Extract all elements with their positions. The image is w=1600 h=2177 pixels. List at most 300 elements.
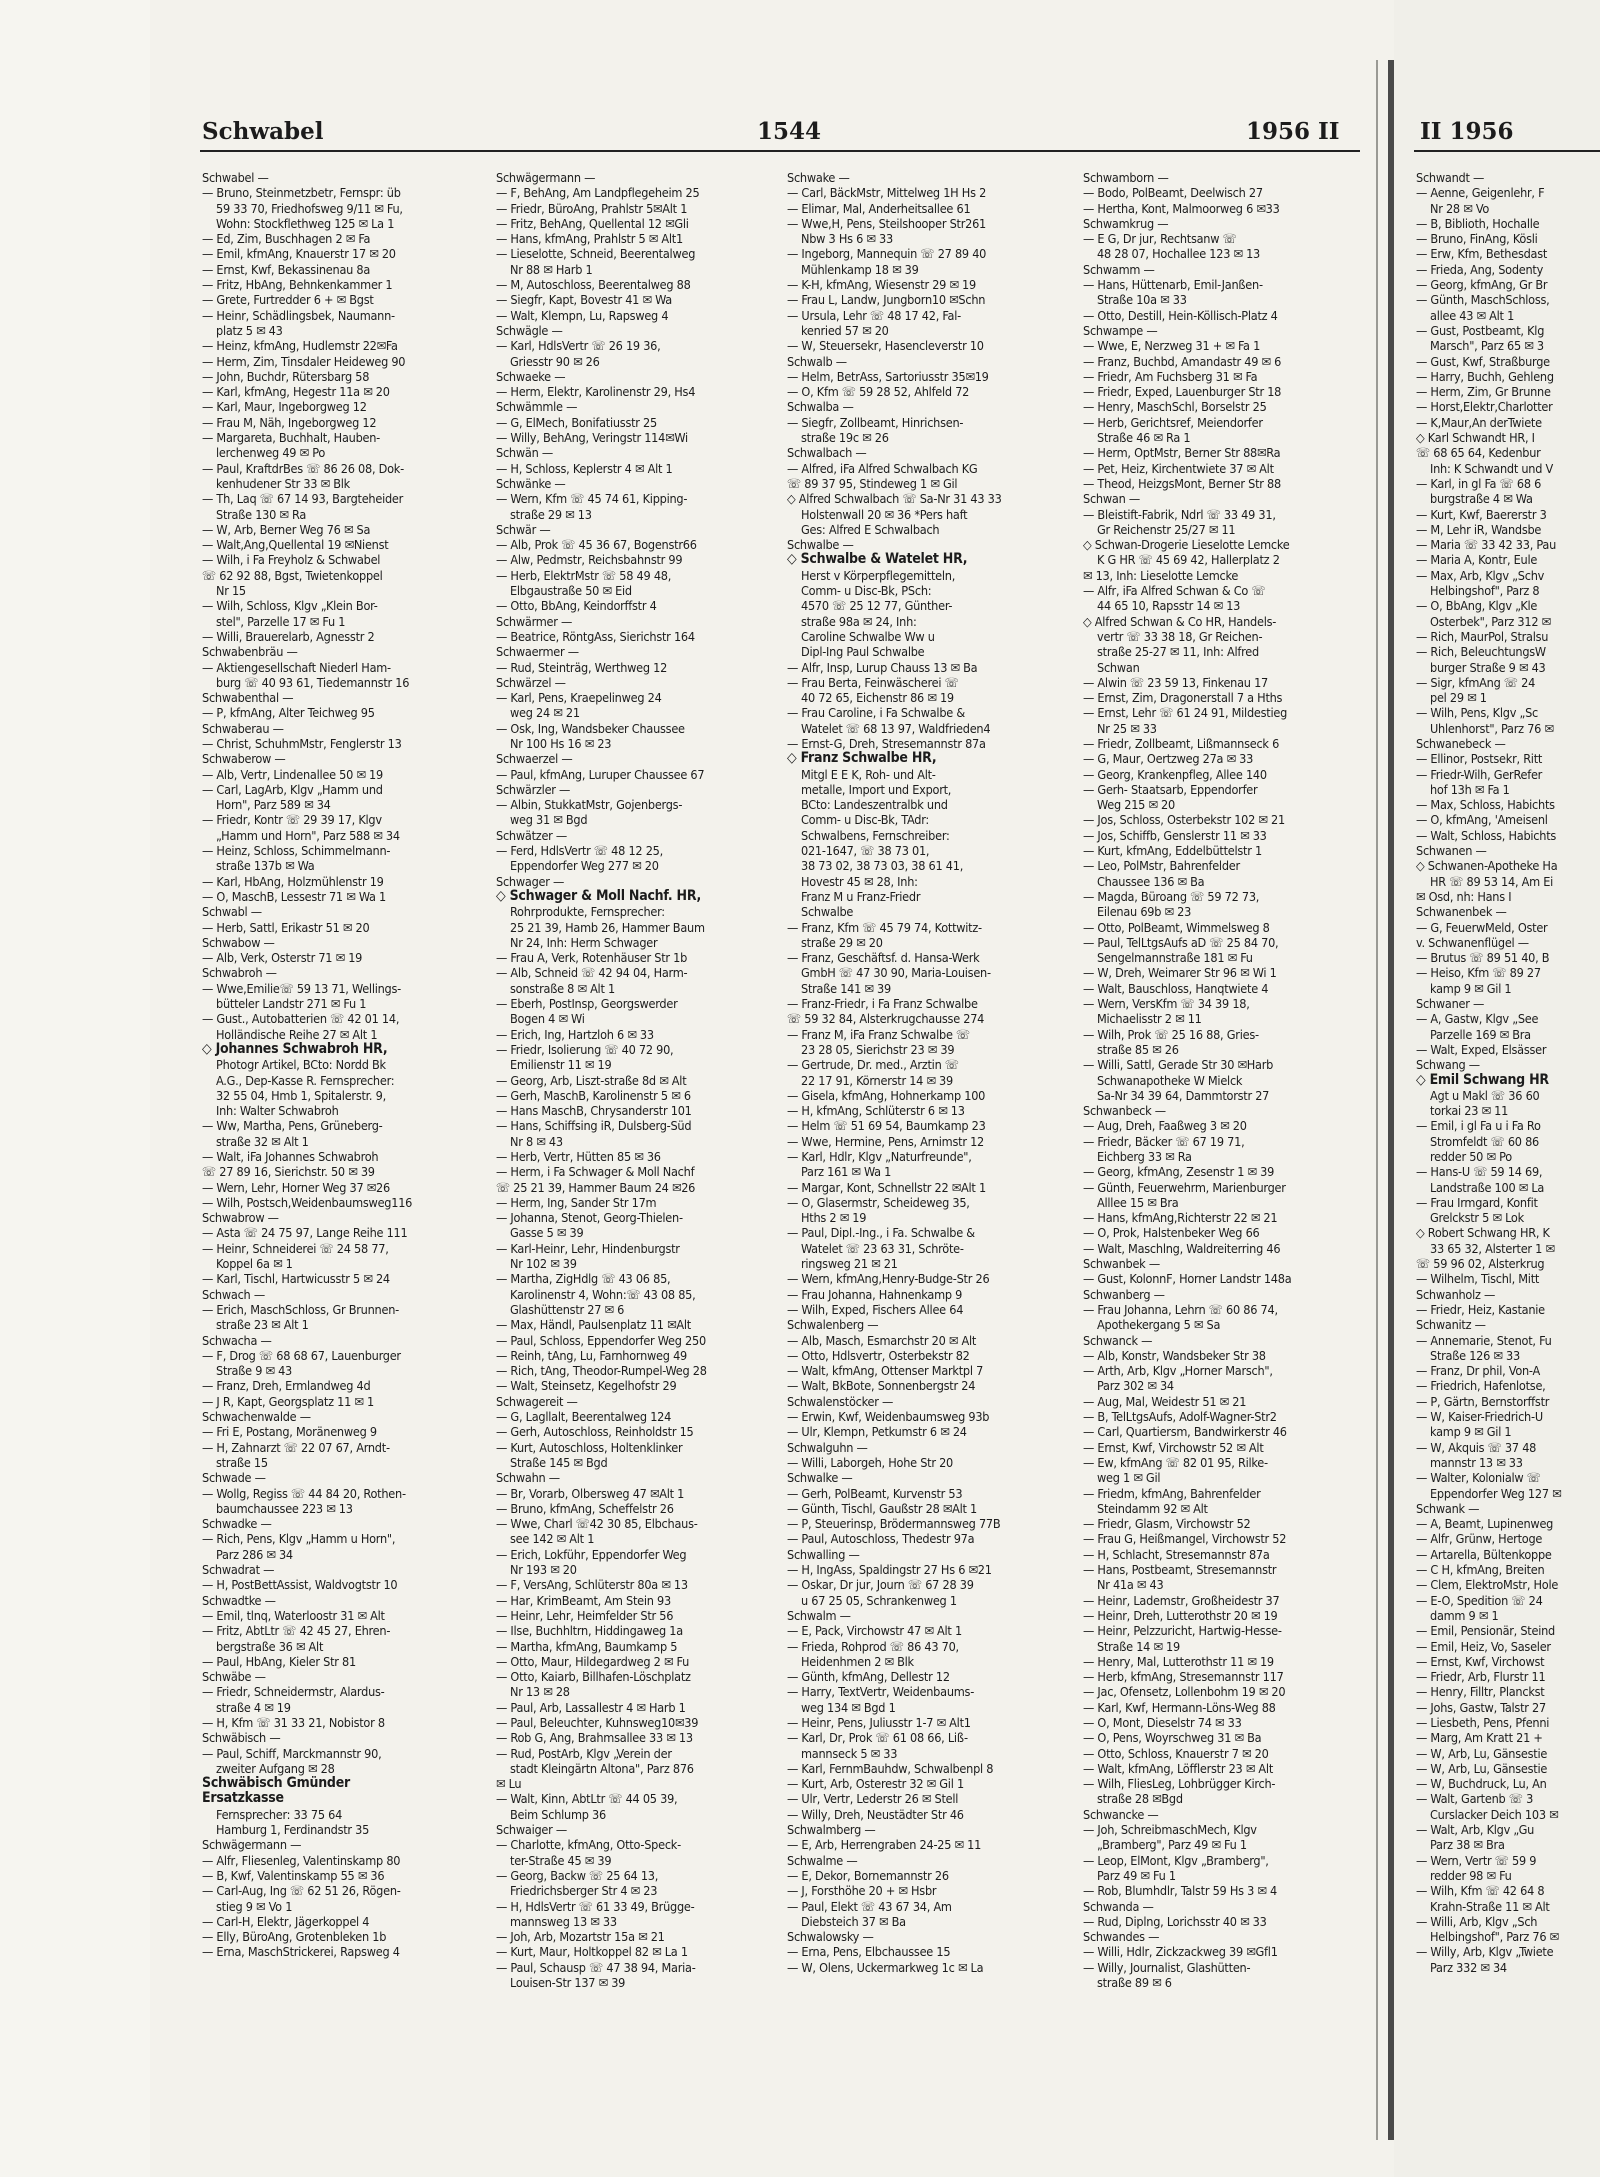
facing-header-rule [1414, 150, 1600, 152]
directory-entry-line: — Walt, kfmAng, Ottenser Marktpl 7 [787, 1363, 984, 1379]
directory-entry-line: — Franz, Dreh, Ermlandweg 4d [202, 1378, 371, 1394]
directory-entry-line: kamp 9 ✉ Gil 1 [1430, 1424, 1512, 1440]
directory-entry-line: Schwadke — [202, 1516, 272, 1532]
directory-entry-line: Steindamm 92 ✉ Alt [1097, 1500, 1208, 1516]
directory-entry-line: — Bleistift-Fabrik, Ndrl ☏ 33 49 31, [1083, 506, 1276, 522]
directory-entry-line: mannsweg 13 ✉ 33 [510, 1913, 617, 1929]
directory-entry-line: — Heinr, Pelzzuricht, Hartwig-Hesse- [1083, 1623, 1282, 1639]
directory-entry-line: Schwärzel — [496, 674, 566, 690]
directory-entry-line: — Alfr, iFa Alfred Schwan & Co ☏ [1083, 583, 1266, 599]
directory-entry-line: Straße 46 ✉ Ra 1 [1097, 430, 1191, 446]
directory-entry-line: — O, BbAng, Klgv „Kle [1416, 598, 1538, 614]
column-2 [496, 170, 786, 1990]
directory-entry-line: burg ☏ 40 93 61, Tiedemannstr 16 [216, 674, 410, 690]
directory-entry-line: — K-H, kfmAng, Wiesenstr 29 ✉ 19 [787, 277, 976, 293]
directory-entry-line: Sengelmannstraße 181 ✉ Fu [1097, 950, 1253, 966]
directory-entry-line: Schwän — [496, 445, 553, 461]
directory-entry-line: — Paul, Schausp ☏ 47 38 94, Maria- [496, 1959, 696, 1975]
directory-entry-line: Ges: Alfred E Schwalbach [801, 521, 940, 537]
directory-entry-line: sonstraße 8 ✉ Alt 1 [510, 980, 615, 996]
directory-entry-line: — Friedr, Heiz, Kastanie [1416, 1301, 1545, 1317]
directory-entry-line: — Alw, Pedmstr, Reichsbahnstr 99 [496, 552, 683, 568]
directory-entry-line: — Emil, Pensionär, Steind [1416, 1623, 1555, 1639]
directory-entry-line: — Siegfr, Zollbeamt, Hinrichsen- [787, 414, 964, 430]
directory-entry-line: — Frau L, Landw, Jungborn10 ✉Schn [787, 292, 986, 308]
directory-entry-line: — Fritz, AbtLtr ☏ 42 45 27, Ehren- [202, 1623, 391, 1639]
directory-entry-line: — P, Gärtn, Bernstorffstr [1416, 1393, 1550, 1409]
directory-entry-line: Schwaner — [1416, 996, 1485, 1012]
directory-entry-line: — Hans, kfmAng,Richterstr 22 ✉ 21 [1083, 1210, 1278, 1226]
directory-entry-line: kenried 57 ✉ 20 [801, 322, 889, 338]
directory-entry-line: — W, Steuersekr, Hasencleverstr 10 [787, 338, 984, 354]
directory-entry-line: Schwalguhn — [787, 1439, 868, 1455]
directory-entry-line: — Henry, Filltr, Planckst [1416, 1684, 1545, 1700]
directory-entry-line: — Willi, Sattl, Gerade Str 30 ✉Harb [1083, 1057, 1274, 1073]
directory-entry-line: Straße 141 ✉ 39 [801, 980, 891, 996]
directory-entry-line: — Leop, ElMont, Klgv „Bramberg", [1083, 1852, 1269, 1868]
directory-entry-line: ✉ Lu [496, 1776, 522, 1792]
directory-entry-line: — Alfr, Fliesenleg, Valentinskamp 80 [202, 1852, 401, 1868]
directory-entry-line: — Rud, PostArb, Klgv „Verein der [496, 1745, 672, 1761]
directory-entry-line: — Franz, Kfm ☏ 45 79 74, Kottwitz- [787, 919, 982, 935]
directory-entry-line: Schwalbe [801, 904, 854, 920]
directory-entry-line: — Bruno, Steinmetzbetr, Fernspr: üb [202, 185, 401, 201]
directory-entry-line: — M, Lehr iR, Wandsbe [1416, 521, 1542, 537]
directory-entry-line: u 67 25 05, Schrankenweg 1 [801, 1592, 957, 1608]
directory-entry-line: — Herm, i Fa Schwager & Moll Nachf [496, 1164, 695, 1180]
directory-entry-line: Watelet ☏ 68 13 97, Waldfrieden4 [801, 720, 991, 736]
directory-entry-line: Schwalb — [787, 353, 847, 369]
directory-entry-line: Nr 24, Inh: Herm Schwager [510, 934, 658, 950]
directory-entry-line: — Henry, MaschSchl, Borselstr 25 [1083, 399, 1267, 415]
directory-entry-line: Agt u Makl ☏ 36 60 [1430, 1087, 1540, 1103]
directory-entry-line: — Willy, Dreh, Neustädter Str 46 [787, 1806, 964, 1822]
directory-entry-line: Curslacker Deich 103 ✉ [1430, 1806, 1559, 1822]
directory-entry-line: Schwacha — [202, 1332, 272, 1348]
directory-entry-line: — F, Drog ☏ 68 68 67, Lauenburger [202, 1347, 401, 1363]
directory-entry-line: — W, Arb, Lu, Gänsestie [1416, 1745, 1548, 1761]
directory-entry-line: — Aktiengesellschaft Niederl Ham- [202, 659, 391, 675]
directory-entry-line: — O, Pens, Woyrschweg 31 ✉ Ba [1083, 1730, 1262, 1746]
directory-entry-line: — Gertrude, Dr. med., Arztin ☏ [787, 1057, 959, 1073]
directory-entry-line: — Siegfr, Kapt, Bovestr 41 ✉ Wa [496, 292, 672, 308]
directory-entry-line: straße 19c ✉ 26 [801, 430, 889, 446]
directory-entry-line: — Hans, Hüttenarb, Emil-Janßen- [1083, 277, 1263, 293]
directory-entry-line: — Reinh, tAng, Lu, Farnhornweg 49 [496, 1347, 687, 1363]
page-number: 1544 [757, 118, 822, 145]
directory-entry-line: — Emil, tlnq, Waterloostr 31 ✉ Alt [202, 1607, 385, 1623]
directory-entry-line: — Heinz, Schloss, Schimmelmann- [202, 843, 391, 859]
directory-entry-line: ringsweg 21 ✉ 21 [801, 1256, 898, 1272]
directory-entry-line: — Walt, iFa Johannes Schwabroh [202, 1149, 379, 1164]
directory-entry-line: — H, HdlsVertr ☏ 61 33 49, Brügge- [496, 1898, 695, 1914]
directory-entry-line: — Wilh, i Fa Freyholz & Schwabel [202, 552, 381, 568]
directory-entry-line: — Karl, Hdlr, Klgv „Naturfreunde", [787, 1149, 972, 1164]
directory-entry-line: straße 23 ✉ Alt 1 [216, 1317, 309, 1333]
directory-entry-line: — Br, Vorarb, Olbersweg 47 ✉Alt 1 [496, 1485, 685, 1501]
directory-entry-line: 40 72 65, Eichenstr 86 ✉ 19 [801, 690, 954, 706]
directory-entry-line: — Marg, Am Kratt 21 + [1416, 1730, 1543, 1746]
directory-entry-line: HR ☏ 89 53 14, Am Ei [1430, 873, 1554, 889]
directory-entry-line: — Karl, HdlsVertr ☏ 26 19 36, [496, 338, 661, 354]
directory-entry-line: 021-1647, ☏ 38 73 01, [801, 843, 930, 859]
directory-entry-line: — Georg, kfmAng, Gr Br [1416, 277, 1548, 293]
directory-entry-line: — Friedm, kfmAng, Bahrenfelder [1083, 1485, 1261, 1501]
directory-entry-line: — Herm, Ing, Sander Str 17m [496, 1194, 657, 1210]
directory-entry-line: Schwalbens, Fernschreiber: [801, 827, 950, 843]
directory-entry-line: — Walt, Exped, Elsässer [1416, 1041, 1547, 1057]
directory-entry-line: — Beatrice, RöntgAss, Sierichstr 164 [496, 628, 695, 644]
directory-entry-line: — E-O, Spedition ☏ 24 [1416, 1592, 1543, 1608]
directory-entry-line: ☏ 89 37 95, Stindeweg 1 ✉ Gil [787, 475, 958, 491]
directory-entry-line: Schwang — [1416, 1057, 1480, 1073]
directory-entry-line: — Walt, kfmAng, Löfflerstr 23 ✉ Alt [1083, 1760, 1274, 1776]
directory-entry-line: — Hans, Postbeamt, Stresemannstr [1083, 1562, 1277, 1578]
directory-entry-line: — O, Mont, Dieselstr 74 ✉ 33 [1083, 1714, 1242, 1730]
directory-entry-line: Straße 9 ✉ 43 [216, 1363, 293, 1379]
directory-entry-line: — Friedr, Glasm, Virchowstr 52 [1083, 1516, 1251, 1532]
directory-entry-line: — B, TelLtgsAufs, Adolf-Wagner-Str2 [1083, 1409, 1277, 1425]
directory-entry-line: Schwan [1097, 659, 1140, 675]
directory-entry-line: ◇ Schwan-Drogerie Lieselotte Lemcke [1083, 537, 1290, 553]
directory-entry-line: — Herb, Gerichtsref, Meiendorfer [1083, 414, 1263, 430]
directory-entry-line: — F, VersAng, Schlüterstr 80a ✉ 13 [496, 1577, 688, 1593]
directory-entry-line: — B, Kwf, Valentinskamp 55 ✉ 36 [202, 1867, 385, 1883]
directory-entry-line: Inh: Walter Schwabroh [216, 1103, 339, 1119]
directory-entry-line: — Harry, TextVertr, Weidenbaums- [787, 1684, 975, 1700]
directory-entry-line: — Walt, Kinn, AbtLtr ☏ 44 05 39, [496, 1791, 678, 1807]
directory-entry-line: — Herm, Zim, Gr Brunne [1416, 384, 1551, 400]
directory-entry-line: 59 33 70, Friedhofsweg 9/11 ✉ Fu, [216, 200, 403, 216]
directory-entry-line: hof 13h ✉ Fa 1 [1430, 781, 1510, 797]
directory-entry-line: Schwanenbek — [1416, 904, 1507, 920]
directory-entry-line: — Frieda, Rohprod ☏ 86 43 70, [787, 1638, 959, 1654]
directory-entry-line: Photogr Artikel, BCto: Nordd Bk [216, 1057, 386, 1073]
directory-entry-line: straße 28 ✉Bgd [1097, 1791, 1183, 1807]
directory-entry-line: — J R, Kapt, Georgsplatz 11 ✉ 1 [202, 1393, 374, 1409]
directory-entry-line: — Günth, MaschSchloss, [1416, 292, 1550, 308]
directory-entry-line: Schwalme — [787, 1852, 858, 1868]
directory-entry-line: see 142 ✉ Alt 1 [510, 1531, 595, 1547]
directory-entry-line: A.G., Dep-Kasse R. Fernsprecher: [216, 1072, 395, 1088]
directory-entry-line: „Hamm und Horn", Parz 588 ✉ 34 [216, 827, 400, 843]
directory-entry-line: — Ernst, Lehr ☏ 61 24 91, Mildestieg [1083, 705, 1288, 721]
directory-entry-line: Caroline Schwalbe Ww u [801, 628, 935, 644]
directory-entry-line: 48 28 07, Hochallee 123 ✉ 13 [1097, 246, 1261, 262]
directory-entry-line: — Joh, Arb, Mozartstr 15a ✉ 21 [496, 1929, 665, 1945]
directory-entry-line: weg 134 ✉ Bgd 1 [801, 1699, 896, 1715]
directory-entry-line: — Friedr, Exped, Lauenburger Str 18 [1083, 384, 1282, 400]
directory-entry-line: Schwandt — [1416, 170, 1485, 185]
directory-entry-line: Straße 14 ✉ 19 [1097, 1638, 1180, 1654]
directory-entry-line: — Erwin, Kwf, Weidenbaumsweg 93b [787, 1409, 990, 1425]
directory-entry-line: — Paul, HbAng, Kieler Str 81 [202, 1653, 356, 1669]
directory-entry-line: — Bodo, PolBeamt, Deelwisch 27 [1083, 185, 1263, 201]
directory-entry-line: — Karl, Kwf, Hermann-Löns-Weg 88 [1083, 1699, 1276, 1715]
directory-entry-line: straße 25-27 ✉ 11, Inh: Alfred [1097, 644, 1259, 660]
directory-entry-line: ◇ Alfred Schwan & Co HR, Handels- [1083, 613, 1277, 629]
directory-entry-line: — Henry, Mal, Lutterothstr 11 ✉ 19 [1083, 1653, 1274, 1669]
directory-entry-line: — Otto, Schloss, Knauerstr 7 ✉ 20 [1083, 1745, 1269, 1761]
directory-entry-line: — Ilse, Buchhltrn, Hiddingaweg 1a [496, 1623, 683, 1639]
directory-entry-line: ☏ 27 89 16, Sierichstr. 50 ✉ 39 [202, 1164, 375, 1180]
directory-entry-line: Schwandes — [1083, 1929, 1160, 1945]
directory-entry-line: — Carl-H, Elektr, Jägerkoppel 4 [202, 1913, 370, 1929]
directory-entry-line: — Otto, BbAng, Keindorffstr 4 [496, 598, 657, 614]
directory-entry-line: — Alfred, iFa Alfred Schwalbach KG [787, 460, 978, 476]
directory-entry-line: 32 55 04, Hmb 1, Spitalerstr. 9, [216, 1087, 386, 1103]
directory-entry-line: metalle, Import und Export, [801, 781, 952, 797]
directory-entry-line: ◇ Alfred Schwalbach ☏ Sa-Nr 31 43 33 [787, 491, 1002, 507]
directory-entry-line: weg 1 ✉ Gil [1097, 1470, 1161, 1486]
directory-entry-line: Schwanitz — [1416, 1317, 1486, 1333]
directory-entry-line: Schwanda — [1083, 1898, 1154, 1914]
directory-entry-line: straße 29 ✉ 20 [801, 934, 883, 950]
directory-entry-line: — Wwe, Charl ☏42 30 85, Elbchaus- [496, 1516, 698, 1532]
directory-entry-line: — H, PostBettAssist, Waldvogtstr 10 [202, 1577, 398, 1593]
directory-entry-line: — Eberh, PostInsp, Georgswerder [496, 996, 678, 1012]
directory-entry-line: — Carl, Quartiersm, Bandwirkerstr 46 [1083, 1424, 1287, 1440]
directory-entry-line: — Martha, ZigHdlg ☏ 43 06 85, [496, 1271, 671, 1287]
directory-entry-line: — Emil, kfmAng, Knauerstr 17 ✉ 20 [202, 246, 396, 262]
directory-entry-line: — Otto, Maur, Hildegardweg 2 ✉ Fu [496, 1653, 690, 1669]
directory-entry-line: Schwampe — [1083, 322, 1158, 338]
directory-entry-line: — Charlotte, kfmAng, Otto-Speck- [496, 1837, 681, 1853]
directory-entry-line: — Johs, Gastw, Talstr 27 [1416, 1699, 1546, 1715]
directory-entry-line: Schwamborn — [1083, 170, 1169, 185]
directory-entry-line: — H, kfmAng, Schlüterstr 6 ✉ 13 [787, 1103, 965, 1119]
directory-entry-line: Griesstr 90 ✉ 26 [510, 353, 600, 369]
directory-entry-line: — Ernst, Zim, Dragonerstall 7 a Hths [1083, 690, 1283, 706]
directory-entry-line: — Georg, kfmAng, Zesenstr 1 ✉ 39 [1083, 1164, 1275, 1180]
directory-entry-line: — Erich, Lokführ, Eppendorfer Weg [496, 1546, 687, 1562]
directory-entry-line: — Erich, Ing, Hartzloh 6 ✉ 33 [496, 1026, 654, 1042]
directory-entry-line: — Heinr, Pens, Juliusstr 1-7 ✉ Alt1 [787, 1714, 971, 1730]
directory-entry-line: Schwäbisch — [202, 1730, 281, 1746]
directory-entry-line: — Lieselotte, Schneid, Beerentalweg [496, 246, 696, 262]
directory-entry-line: — Gust, KolonnF, Horner Landstr 148a [1083, 1271, 1292, 1287]
directory-entry-line: — Osk, Ing, Wandsbeker Chaussee [496, 720, 685, 736]
directory-entry-line: Schwan — [1083, 491, 1140, 507]
directory-entry-line: — Frieda, Ang, Sodenty [1416, 261, 1544, 277]
directory-entry-line: ✉ Osd, nh: Hans I [1416, 888, 1512, 904]
directory-entry-line: Stromfeldt ☏ 60 86 [1430, 1133, 1540, 1149]
directory-entry-line: — Heinz, kfmAng, Hudlemstr 22✉Fa [202, 338, 398, 354]
directory-entry-line: — Friedr, Isolierung ☏ 40 72 90, [496, 1041, 674, 1057]
directory-entry-line: torkai 23 ✉ 11 [1430, 1103, 1509, 1119]
directory-entry-line: — Willi, Arb, Klgv „Sch [1416, 1913, 1538, 1929]
directory-entry-line: — Paul, KraftdrBes ☏ 86 26 08, Dok- [202, 460, 404, 476]
directory-entry-line: Wohn: Stockflethweg 125 ✉ La 1 [216, 215, 395, 231]
directory-entry-line: Schwägermann — [202, 1837, 302, 1853]
directory-entry-line: Alllee 15 ✉ Bra [1097, 1194, 1179, 1210]
directory-entry-line: — Jac, Ofensetz, Lollenbohm 19 ✉ 20 [1083, 1684, 1286, 1700]
directory-entry-line: Straße 10a ✉ 33 [1097, 292, 1187, 308]
directory-entry-line: — Paul, Beleuchter, Kuhnsweg10✉39 [496, 1714, 699, 1730]
directory-entry-line: Schwänke — [496, 475, 566, 491]
directory-entry-line: — Franz M, iFa Franz Schwalbe ☏ [787, 1026, 970, 1042]
directory-entry-line: — Wilh, Exped, Fischers Allee 64 [787, 1301, 964, 1317]
directory-entry-line: — Willi, Laborgeh, Hohe Str 20 [787, 1454, 954, 1470]
directory-entry-line: „Bramberg", Parz 49 ✉ Fu 1 [1097, 1837, 1247, 1853]
directory-entry-line: Schwank — [1416, 1500, 1480, 1516]
directory-entry-line: — Alb, Masch, Esmarchstr 20 ✉ Alt [787, 1332, 977, 1348]
directory-entry-line: Schwabl — [202, 904, 262, 920]
directory-entry-line: Beim Schlump 36 [510, 1806, 606, 1822]
directory-entry-line: stel", Parzelle 17 ✉ Fu 1 [216, 613, 346, 629]
directory-entry-line: — M, Autoschloss, Beerentalweg 88 [496, 277, 691, 293]
directory-entry-line: — Carl, BäckMstr, Mittelweg 1H Hs 2 [787, 185, 987, 201]
directory-entry-line: — Karl, Maur, Ingeborgweg 12 [202, 399, 367, 415]
directory-entry-line: — Hans, Schiffsing iR, Dulsberg-Süd [496, 1118, 692, 1134]
directory-entry-line: ☏ 59 96 02, Alsterkrug [1416, 1256, 1545, 1272]
directory-entry-line: — Gerh, MaschB, Karolinenstr 5 ✉ 6 [496, 1087, 691, 1103]
directory-entry-line: — Willi, Brauerelarb, Agnesstr 2 [202, 628, 375, 644]
directory-entry-line: Elbgaustraße 50 ✉ Eid [510, 583, 632, 599]
directory-entry-line: Helbingshof", Parz 8 [1430, 583, 1540, 599]
directory-entry-line: — O, kfmAng, 'Ameisenl [1416, 812, 1548, 828]
directory-entry-line: 33 65 32, Alsterter 1 ✉ [1430, 1240, 1555, 1256]
directory-entry-line: — Hertha, Kont, Malmoorweg 6 ✉33 [1083, 200, 1280, 216]
directory-entry-line: Friedrichsberger Str 4 ✉ 23 [510, 1883, 658, 1899]
directory-entry-line: Watelet ☏ 23 63 31, Schröte- [801, 1240, 964, 1256]
directory-entry-line: Karolinenstr 4, Wohn:☏ 43 08 85, [510, 1286, 696, 1302]
directory-entry-line: — Bruno, FinAng, Kösli [1416, 231, 1538, 247]
directory-entry-line: ◇ Karl Schwandt HR, I [1416, 430, 1535, 446]
directory-entry-line: Parz 49 ✉ Fu 1 [1097, 1867, 1176, 1883]
directory-entry-line: — Willi, Hdlr, Zickzackweg 39 ✉Gfl1 [1083, 1944, 1278, 1960]
directory-entry-line: — Helm, BetrAss, Sartoriusstr 35✉19 [787, 368, 989, 384]
directory-entry-line: — Walt, Gartenb ☏ 3 [1416, 1791, 1534, 1807]
directory-entry-line: — Willy, Journalist, Glashütten- [1083, 1959, 1251, 1975]
directory-entry-line: — Wollg, Regiss ☏ 44 84 20, Rothen- [202, 1485, 406, 1501]
directory-entry-line: Schwade — [202, 1470, 266, 1486]
directory-entry-line: — Heinr, Lehr, Heimfelder Str 56 [496, 1607, 674, 1623]
directory-entry-line: — Paul, Schiff, Marckmannstr 90, [202, 1745, 382, 1761]
directory-entry-line: — Albin, StukkatMstr, Gojenbergs- [496, 797, 683, 813]
directory-entry-line: — Wilh, Prok ☏ 25 16 88, Gries- [1083, 1026, 1259, 1042]
directory-entry-line: ◇ Schwanen-Apotheke Ha [1416, 858, 1558, 874]
directory-entry-line: — Herb, Sattl, Erikastr 51 ✉ 20 [202, 919, 370, 935]
directory-entry-line: — Wilh, Kfm ☏ 42 64 8 [1416, 1883, 1545, 1899]
directory-entry-line: — O, Kfm ☏ 59 28 52, Ahlfeld 72 [787, 384, 970, 400]
directory-entry-line: Nr 15 [216, 583, 246, 599]
page-title: Schwabel [202, 118, 324, 145]
directory-entry-line: Schwabow — [202, 934, 275, 950]
directory-entry-line: — Heinr, Dreh, Lutterothstr 20 ✉ 19 [1083, 1607, 1278, 1623]
directory-entry-line: — Margar, Kont, Schnellstr 22 ✉Alt 1 [787, 1179, 986, 1195]
directory-entry-line: Schwanebeck — [1416, 735, 1506, 751]
directory-entry-line: — Fri E, Postang, Moränenweg 9 [202, 1424, 377, 1440]
directory-entry-line: — G, Lagllalt, Beerentalweg 124 [496, 1409, 672, 1425]
column-4 [1083, 170, 1373, 1990]
directory-entry-line: Michaelisstr 2 ✉ 11 [1097, 1011, 1202, 1027]
directory-entry-line: Parz 286 ✉ 34 [216, 1546, 293, 1562]
directory-entry-line: — F, BehAng, Am Landpflegeheim 25 [496, 185, 700, 201]
directory-entry-line: Hths 2 ✉ 19 [801, 1210, 867, 1226]
directory-entry-line: — Wilh, FliesLeg, Lohbrügger Kirch- [1083, 1776, 1276, 1792]
directory-entry-line: — Johanna, Stenot, Georg-Thielen- [496, 1210, 683, 1226]
directory-entry-line: — W, Akquis ☏ 37 48 [1416, 1439, 1537, 1455]
directory-entry-line: bergstraße 36 ✉ Alt [216, 1638, 324, 1654]
directory-entry-line: Schwanapotheke W Mielck [1097, 1072, 1243, 1088]
directory-entry-line: Schwanbek — [1083, 1256, 1160, 1272]
directory-entry-line: — Walt, Klempn, Lu, Rapsweg 4 [496, 307, 669, 323]
directory-entry-line: — Friedr, Am Fuchsberg 31 ✉ Fa [1083, 368, 1258, 384]
directory-entry-line: Ersatzkasse [202, 1790, 284, 1807]
directory-entry-line: — Alfr, Insp, Lurup Chauss 13 ✉ Ba [787, 659, 978, 675]
directory-entry-line: — Brutus ☏ 89 51 40, B [1416, 950, 1550, 966]
directory-entry-line: redder 50 ✉ Po [1430, 1149, 1512, 1164]
directory-entry-line: — Franz-Friedr, i Fa Franz Schwalbe [787, 996, 978, 1012]
directory-entry-line: Schwalba — [787, 399, 854, 415]
directory-entry-line: — Willy, Arb, Klgv „Twiete [1416, 1944, 1554, 1960]
directory-entry-line: Schwadrat — [202, 1562, 275, 1578]
directory-entry-line: — Walt, Steinsetz, Kegelhofstr 29 [496, 1378, 677, 1394]
directory-entry-line: Mitgl E E K, Roh- und Alt- [801, 766, 936, 782]
directory-entry-line: — Wilh, Pens, Klgv „Sc [1416, 705, 1539, 721]
directory-entry-line: Landstraße 100 ✉ La [1430, 1179, 1545, 1195]
directory-entry-line: ☏ 68 65 64, Kedenbur [1416, 445, 1541, 461]
directory-entry-line: Schwalm — [787, 1607, 851, 1623]
directory-entry-line: — Karl, Pens, Kraepelinweg 24 [496, 690, 662, 706]
directory-entry-line: Schwäbe — [202, 1669, 266, 1685]
directory-entry-line: Nr 41a ✉ 43 [1097, 1577, 1164, 1593]
directory-entry-line: — Ferd, HdlsVertr ☏ 48 12 25, [496, 843, 663, 859]
directory-entry-line: Osterbek", Parz 312 ✉ [1430, 613, 1551, 629]
directory-entry-line: — Gerh, Autoschloss, Reinholdstr 15 [496, 1424, 694, 1440]
directory-entry-line: — Christ, SchuhmMstr, Fenglerstr 13 [202, 735, 402, 751]
directory-entry-line: — E, Pack, Virchowstr 47 ✉ Alt 1 [787, 1623, 962, 1639]
directory-entry-line: — Paul, kfmAng, Luruper Chaussee 67 [496, 766, 705, 782]
directory-entry-line: — H, Schloss, Keplerstr 4 ✉ Alt 1 [496, 460, 673, 476]
directory-entry-line: — Günth, kfmAng, Dellestr 12 [787, 1669, 950, 1685]
directory-entry-line: Schwahn — [496, 1470, 560, 1486]
directory-entry-line: — Ernst, Kwf, Bekassinenau 8a [202, 261, 371, 277]
directory-entry-line: — Pet, Heiz, Kirchentwiete 37 ✉ Alt [1083, 460, 1274, 476]
directory-entry-line: — Kurt, kfmAng, Eddelbüttelstr 1 [1083, 843, 1262, 859]
directory-entry-line: — Georg, Backw ☏ 25 64 13, [496, 1867, 659, 1883]
directory-entry-line: bütteler Landstr 271 ✉ Fu 1 [216, 996, 367, 1012]
directory-entry-line: Nr 100 Hs 16 ✉ 23 [510, 735, 612, 751]
directory-entry-line: — H, Kfm ☏ 31 33 21, Nobistor 8 [202, 1714, 385, 1730]
directory-entry-line: Uhlenhorst", Parz 76 ✉ [1430, 720, 1554, 736]
directory-entry-line: platz 5 ✉ 43 [216, 322, 283, 338]
directory-entry-line: Schwätzer — [496, 827, 568, 843]
directory-entry-line: — Heinr, Schädlingsbek, Naumann- [202, 307, 395, 323]
directory-entry-line: pel 29 ✉ 1 [1430, 690, 1487, 706]
directory-entry-line: Straße 126 ✉ 33 [1430, 1347, 1520, 1363]
directory-entry-line: Schwabenthal — [202, 690, 294, 706]
directory-entry-line: Marsch", Parz 65 ✉ 3 [1430, 338, 1544, 354]
directory-entry-line: straße 32 ✉ Alt 1 [216, 1133, 309, 1149]
directory-entry-line: Glashüttenstr 27 ✉ 6 [510, 1301, 625, 1317]
directory-entry-line: Gasse 5 ✉ 39 [510, 1225, 584, 1241]
directory-entry-line: — Sigr, kfmAng ☏ 24 [1416, 674, 1536, 690]
directory-entry-line: Schwabrow — [202, 1210, 279, 1226]
directory-entry-line: Schwaeke — [496, 368, 566, 384]
directory-entry-line: — Gust, Postbeamt, Klg [1416, 322, 1545, 338]
directory-entry-line: — Günth, Feuerwehrm, Marienburger [1083, 1179, 1286, 1195]
directory-entry-line: — Aug, Mal, Weidestr 51 ✉ 21 [1083, 1393, 1247, 1409]
directory-entry-line: K G HR ☏ 45 69 42, Hallerplatz 2 [1097, 552, 1280, 568]
directory-entry-line: Schwamkrug — [1083, 215, 1169, 231]
directory-entry-line: — Ulr, Klempn, Petkumstr 6 ✉ 24 [787, 1424, 967, 1440]
directory-entry-line: — Jos, Schloss, Osterbekstr 102 ✉ 21 [1083, 812, 1285, 828]
directory-entry-line: Schwach — [202, 1286, 265, 1302]
directory-entry-line: — H, IngAss, Spaldingstr 27 Hs 6 ✉21 [787, 1562, 992, 1578]
directory-entry-line: — Frau Johanna, Lehrn ☏ 60 86 74, [1083, 1301, 1278, 1317]
